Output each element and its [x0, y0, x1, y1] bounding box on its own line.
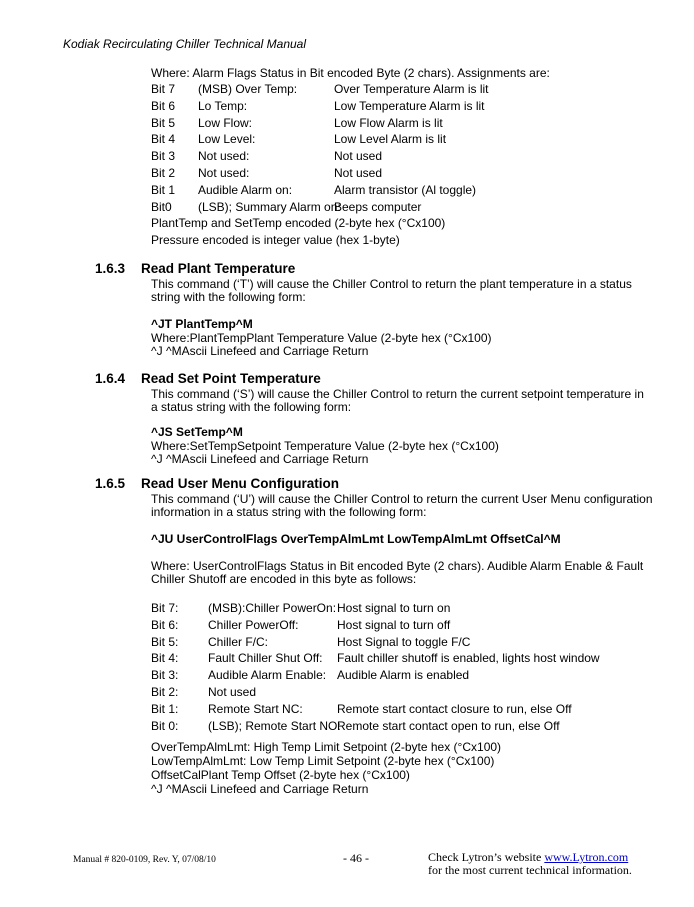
user-flag-bit-desc: Host signal to turn off: [337, 617, 451, 632]
user-flag-bit-bit: Bit 7:: [151, 601, 179, 615]
alarm-bit-name: (LSB); Summary Alarm on:: [198, 199, 341, 214]
manual-revision: Manual # 820-0109, Rev. Y, 07/08/10: [73, 855, 216, 865]
section-body: string with the following form:: [151, 290, 306, 304]
command-where: Where:PlantTempPlant Temperature Value (2-byte hex (°Cx100): [151, 331, 492, 345]
alarm-bit-name: Lo Temp:: [198, 98, 248, 113]
website-note-line2: for the most current technical information.: [428, 863, 632, 877]
user-flag-bit-bit: Bit 2:: [151, 685, 179, 699]
alarm-bit-bit: Bit 4: [151, 132, 176, 147]
user-flag-bit-bit: Bit 3:: [151, 668, 179, 683]
alarm-bit-bit: Bit 7: [151, 82, 176, 96]
field-description: LowTempAlmLmt: Low Temp Limit Setpoint (2-byte hex (°Cx100): [151, 754, 495, 768]
user-flag-bit-name: (LSB); Remote Start NO:: [208, 718, 341, 733]
section-number: 1.6.4: [95, 371, 126, 386]
alarm-bit-name: Audible Alarm on:: [198, 182, 293, 197]
section-number: 1.6.3: [95, 261, 126, 276]
section-number: 1.6.5: [95, 476, 126, 491]
user-flag-bit-desc: Audible Alarm is enabled: [337, 668, 470, 683]
user-flag-bit-name: Chiller F/C:: [208, 634, 269, 649]
alarm-bit-desc: Beeps computer: [334, 199, 422, 214]
section-body: This command (‘S’) will cause the Chiller Control to return the current setpoint temperature in: [151, 387, 644, 401]
manual-title: Kodiak Recirculating Chiller Technical Manual: [63, 37, 307, 51]
alarm-bit-desc: Not used: [334, 166, 383, 180]
user-flag-bit-bit: Bit 1:: [151, 701, 179, 716]
alarm-bit-name: Not used:: [198, 149, 250, 164]
alarm-bit-name: Not used:: [198, 166, 250, 180]
user-flag-bit-bit: Bit 4:: [151, 651, 179, 666]
alarm-bit-bit: Bit 6: [151, 98, 176, 113]
alarm-bit-desc: Alarm transistor (Al toggle): [334, 182, 477, 197]
alarm-note-encoding: PlantTemp and SetTemp encoded (2-byte hex (°Cx100): [151, 216, 446, 230]
website-link[interactable]: www.Lytron.com: [544, 850, 629, 864]
user-flag-bit-bit: Bit 5:: [151, 634, 179, 649]
alarm-bit-bit: Bit 3: [151, 149, 176, 164]
command-return: ^J ^MAscii Linefeed and Carriage Return: [151, 452, 369, 466]
command-string: ^JS SetTemp^M: [151, 425, 243, 439]
command-string: ^JT PlantTemp^M: [151, 317, 253, 331]
command-where: Chiller Shutoff are encoded in this byte as follows:: [151, 572, 417, 586]
section-body: This command (‘T’) will cause the Chiller Control to return the plant temperature in a status: [151, 277, 632, 291]
user-flag-bit-desc: Host Signal to toggle F/C: [337, 634, 471, 649]
user-flag-bit-desc: Fault chiller shutoff is enabled, lights host window: [337, 651, 600, 666]
alarm-intro: Where: Alarm Flags Status in Bit encoded Byte (2 chars). Assignments are:: [151, 66, 550, 80]
command-where: Where: UserControlFlags Status in Bit encoded Byte (2 chars). Audible Alarm Enable & Fault: [151, 559, 644, 573]
command-return: ^J ^MAscii Linefeed and Carriage Return: [151, 344, 369, 358]
alarm-bit-name: Low Flow:: [198, 115, 253, 130]
alarm-bit-desc: Not used: [334, 149, 383, 164]
section-title: Read User Menu Configuration: [141, 476, 340, 491]
user-flag-bit-desc: Host signal to turn on: [337, 601, 451, 615]
alarm-bit-bit: Bit0: [151, 199, 172, 214]
alarm-bit-name: (MSB) Over Temp:: [198, 82, 298, 96]
website-note-text: Check Lytron’s website: [428, 850, 545, 864]
command-where: Where:SetTempSetpoint Temperature Value (2-byte hex (°Cx100): [151, 439, 499, 453]
command-return: ^J ^MAscii Linefeed and Carriage Return: [151, 782, 369, 796]
user-flag-bit-desc: Remote start contact open to run, else Off: [337, 718, 560, 733]
section-body: This command (‘U’) will cause the Chiller Control to return the current User Menu configuration: [151, 492, 653, 506]
user-flag-bit-name: Remote Start NC:: [208, 701, 303, 716]
alarm-bit-bit: Bit 5: [151, 115, 176, 130]
alarm-bit-desc: Low Level Alarm is lit: [334, 132, 447, 147]
user-flag-bit-name: Audible Alarm Enable:: [208, 668, 327, 683]
alarm-note-pressure: Pressure encoded is integer value (hex 1-byte): [151, 233, 400, 247]
alarm-bit-bit: Bit 1: [151, 182, 176, 197]
field-description: OverTempAlmLmt: High Temp Limit Setpoint (2-byte hex (°Cx100): [151, 740, 502, 754]
alarm-bit-desc: Over Temperature Alarm is lit: [334, 82, 489, 96]
section-body: a status string with the following form:: [151, 400, 352, 414]
page-number: - 46 -: [343, 851, 369, 865]
user-flag-bit-bit: Bit 6:: [151, 617, 179, 632]
website-note: [428, 850, 628, 864]
user-flag-bit-name: Fault Chiller Shut Off:: [208, 651, 323, 666]
user-flag-bit-bit: Bit 0:: [151, 718, 179, 733]
alarm-bit-desc: Low Flow Alarm is lit: [334, 115, 443, 130]
alarm-bit-bit: Bit 2: [151, 166, 176, 180]
section-title: Read Plant Temperature: [141, 261, 296, 276]
section-body: information in a status string with the following form:: [151, 505, 427, 519]
alarm-bit-desc: Low Temperature Alarm is lit: [334, 98, 485, 113]
field-description: OffsetCalPlant Temp Offset (2-byte hex (°Cx100): [151, 768, 410, 782]
command-string: ^JU UserControlFlags OverTempAlmLmt LowTempAlmLmt OffsetCal^M: [151, 532, 561, 546]
user-flag-bit-desc: Remote start contact closure to run, else Off: [337, 701, 572, 716]
section-title: Read Set Point Temperature: [141, 371, 321, 386]
alarm-bit-name: Low Level:: [198, 132, 256, 147]
user-flag-bit-name: Not used: [208, 685, 257, 699]
user-flag-bit-name: Chiller PowerOff:: [208, 617, 299, 632]
user-flag-bit-name: (MSB):Chiller PowerOn:: [208, 601, 337, 615]
